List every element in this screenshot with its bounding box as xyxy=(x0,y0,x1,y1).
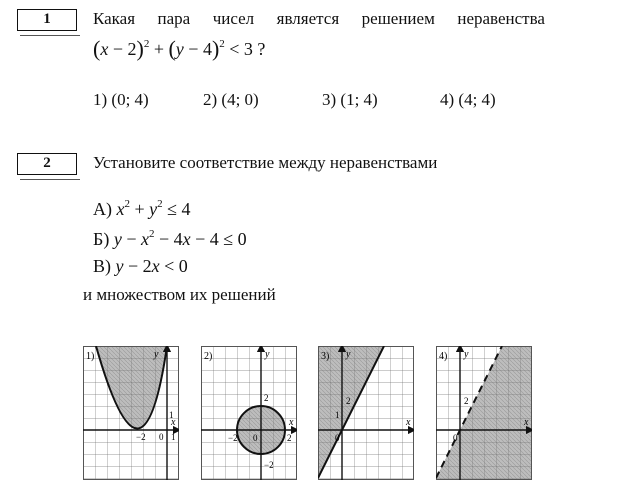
tick-label: 2 xyxy=(264,393,269,403)
paren: ) xyxy=(211,36,220,61)
tick-label: 0 xyxy=(453,433,458,443)
tick-label: −2 xyxy=(136,432,146,442)
y-axis-label: y xyxy=(346,349,351,360)
x-axis-label: x xyxy=(406,417,411,428)
rhs: < 3 ? xyxy=(224,39,266,59)
y-axis-label: y xyxy=(265,349,270,360)
question-word: чисел xyxy=(212,9,255,28)
graph-1[interactable] xyxy=(83,346,179,480)
tick-label: 1 xyxy=(171,432,176,442)
var-x: x xyxy=(151,256,160,276)
question-word: Какая xyxy=(93,9,136,28)
task-1-option-2[interactable]: 2) (4; 0) xyxy=(203,90,259,109)
graph-3[interactable] xyxy=(318,346,414,480)
task-1-question xyxy=(93,9,545,29)
tick-label: −2 xyxy=(264,460,274,470)
tick-label: 2 xyxy=(464,396,469,406)
task-1-option-3[interactable]: 3) (1; 4) xyxy=(322,90,378,109)
term: − 4 xyxy=(183,39,212,59)
item-label: В) xyxy=(93,256,111,276)
item-label: Б) xyxy=(93,229,110,249)
rhs: − 4 ≤ 0 xyxy=(190,229,247,249)
exponent: 2 xyxy=(124,198,130,210)
question-word: решением xyxy=(361,9,435,28)
graph-label: 1) xyxy=(86,351,95,362)
x-axis-label: x xyxy=(289,417,294,428)
task-2-number-box xyxy=(17,153,77,175)
question-word: является xyxy=(276,9,340,28)
plus: + xyxy=(130,199,150,219)
task-2-item-b xyxy=(93,228,247,250)
tick-label: 0 xyxy=(335,433,340,443)
tick-label: 1 xyxy=(335,410,340,420)
tick-label: 2 xyxy=(287,433,292,443)
y-axis-label: y xyxy=(464,349,469,360)
exponent: 2 xyxy=(143,38,150,50)
var-x: x xyxy=(141,229,149,249)
var-x: x xyxy=(100,39,109,59)
tick-label: 0 xyxy=(159,432,164,442)
task-1-option-1[interactable]: 1) (0; 4) xyxy=(93,90,149,109)
term: − 4 xyxy=(154,229,183,249)
paren: ) xyxy=(136,36,144,61)
term: − 2 xyxy=(108,39,137,59)
rhs: ≤ 4 xyxy=(162,199,191,219)
task-2-question: Установите соответствие между неравенствами xyxy=(93,153,438,172)
x-axis-label: x xyxy=(171,417,176,428)
graph-4[interactable] xyxy=(436,346,532,480)
task-1-number: 1 xyxy=(43,11,51,27)
exponent: 2 xyxy=(149,228,155,240)
tick-label: −2 xyxy=(228,433,238,443)
paren: ( xyxy=(93,36,101,61)
task-1-number-box xyxy=(17,9,77,31)
tick-label: 2 xyxy=(346,396,351,406)
question-word: неравенства xyxy=(457,9,545,28)
y-axis-label: y xyxy=(154,349,159,360)
tick-label: 0 xyxy=(253,433,258,443)
exponent: 2 xyxy=(157,198,163,210)
plus: + xyxy=(149,39,169,59)
question-word: пара xyxy=(157,9,191,28)
task-2-item-c xyxy=(93,256,188,277)
graph-2[interactable] xyxy=(201,346,297,480)
tick-label: 1 xyxy=(169,410,174,420)
x-axis-label: x xyxy=(524,417,529,428)
var-x: x xyxy=(182,229,191,249)
item-label: А) xyxy=(93,199,112,219)
graph-label: 2) xyxy=(204,351,213,362)
var-y: y xyxy=(113,229,122,249)
task-2-footer: и множеством их решений xyxy=(83,285,276,304)
graph-label: 4) xyxy=(439,351,448,362)
term: − 2 xyxy=(123,256,152,276)
graph-label: 3) xyxy=(321,351,330,362)
task-2-number: 2 xyxy=(43,155,51,171)
var-x: x xyxy=(116,199,125,219)
var-y: y xyxy=(175,39,184,59)
var-y: y xyxy=(115,256,124,276)
exponent: 2 xyxy=(219,38,225,50)
rhs: < 0 xyxy=(159,256,188,276)
task-1-inequality xyxy=(93,36,265,62)
task-2-item-a xyxy=(93,198,191,220)
var-y: y xyxy=(149,199,158,219)
task-1-option-4[interactable]: 4) (4; 4) xyxy=(440,90,496,109)
minus: − xyxy=(121,229,141,249)
paren: ( xyxy=(168,36,176,61)
